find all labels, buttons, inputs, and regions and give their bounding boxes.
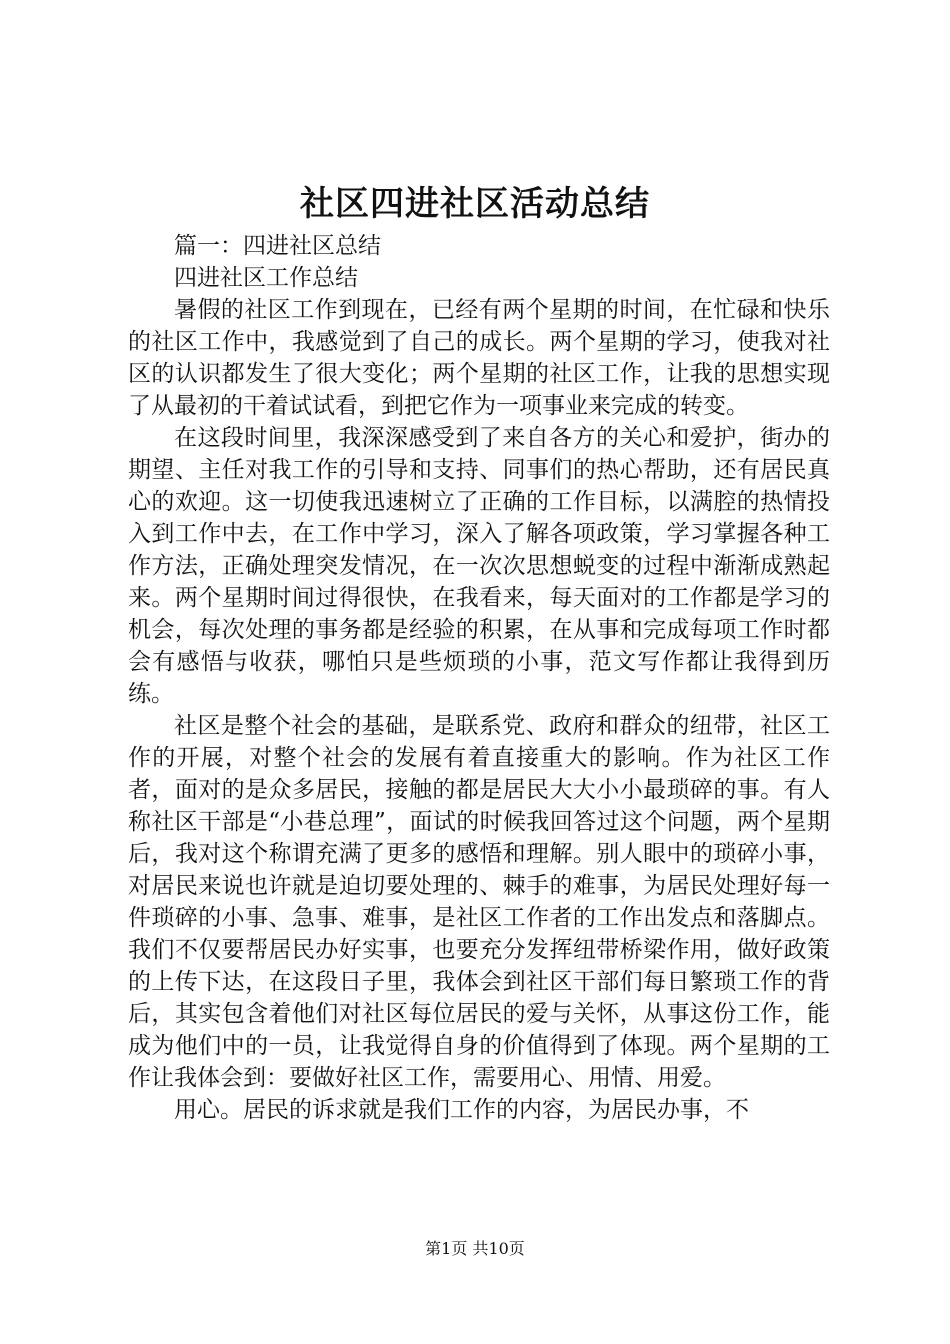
section-heading: 篇一：四进社区总结	[174, 233, 381, 259]
page-footer: 第1页 共10页	[425, 1239, 525, 1258]
subsection-heading: 四进社区工作总结	[174, 265, 358, 291]
paragraph: 在这段时间里，我深深感受到了来自各方的关心和爱护，街办的期望、主任对我工作的引导和支持、同事们的热心帮助，还有居民真心的欢迎。这一切使我迅速树立了正确的工作目标，以满腔的热情投入到工作中去，在工作中学习，深入了解各项政策，学习掌握各种工作方法，正确处理突发情况，在一次次思想蜕变的过程中渐渐成熟起来。两个星期时间过得很快，在我看来，每天面对的工作都是学习的机会，每次处理的事务都是经验的积累，在从事和完成每项工作时都会有感悟与收获，哪怕只是些烦琐的小事，范文写作都让我得到历练。	[128, 425, 830, 707]
paragraph: 用心。居民的诉求就是我们工作的内容，为居民办事，不	[174, 1097, 749, 1123]
document-title: 社区四进社区活动总结	[300, 184, 650, 224]
paragraph: 社区是整个社会的基础，是联系党、政府和群众的纽带，社区工作的开展，对整个社会的发展有着直接重大的影响。作为社区工作者，面对的是众多居民，接触的都是居民大大小小最琐碎的事。有人称社区干部是“小巷总理”，面试的时候我回答过这个问题，两个星期后，我对这个称谓充满了更多的感悟和理解。别人眼中的琐碎小事，对居民来说也许就是迫切要处理的、棘手的难事，为居民处理好每一件琐碎的小事、急事、难事，是社区工作者的工作出发点和落脚点。我们不仅要帮居民办好实事，也要充分发挥纽带桥梁作用，做好政策的上传下达，在这段日子里，我体会到社区干部们每日繁琐工作的背后，其实包含着他们对社区每位居民的爱与关怀，从事这份工作，能成为他们中的一员，让我觉得自身的价值得到了体现。两个星期的工作让我体会到：要做好社区工作，需要用心、用情、用爱。	[128, 713, 830, 1091]
paragraph: 暑假的社区工作到现在，已经有两个星期的时间，在忙碌和快乐的社区工作中，我感觉到了自己的成长。两个星期的学习，使我对社区的认识都发生了很大变化；两个星期的社区工作，让我的思想实现了从最初的干着试试看，到把它作为一项事业来完成的转变。	[128, 297, 830, 419]
document-body	[128, 230, 830, 1126]
